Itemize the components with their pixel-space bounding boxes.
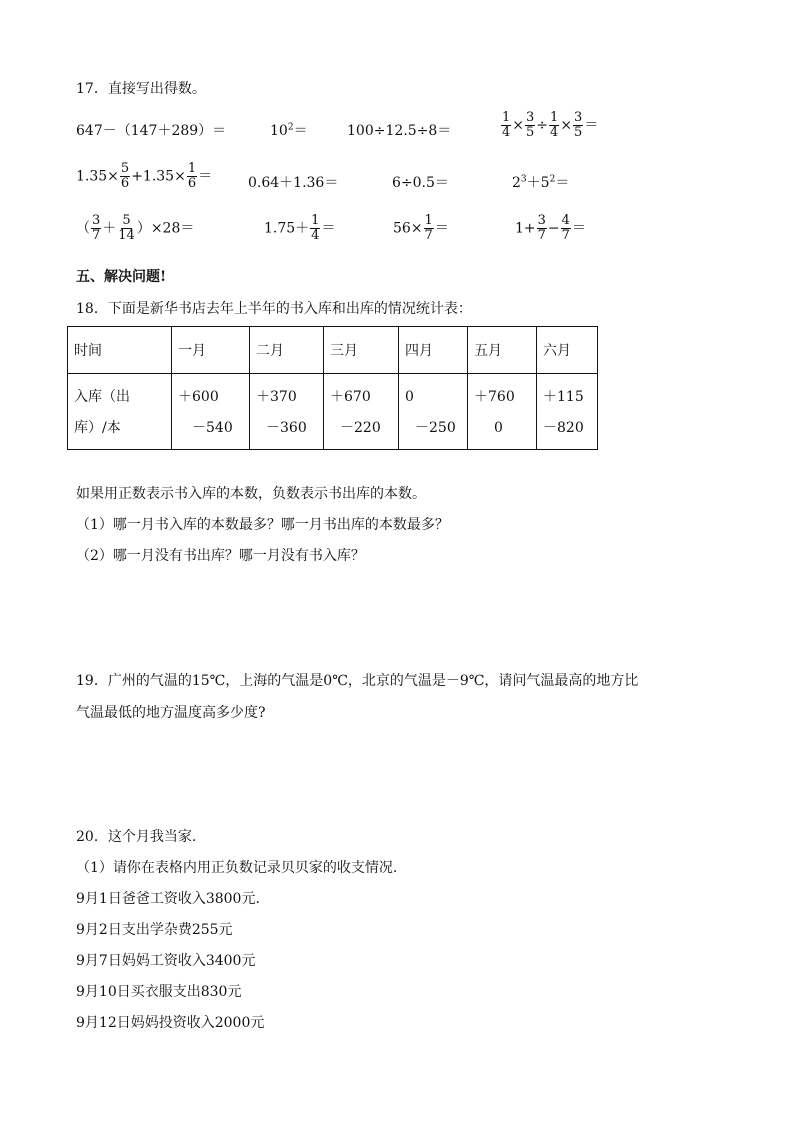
table-header-row	[68, 327, 598, 374]
q17-expr-2	[270, 120, 308, 140]
table-header-cell: 四月	[399, 327, 468, 374]
q20-title: 20．这个月我当家.	[76, 829, 197, 845]
paren: （	[76, 220, 90, 237]
section-heading: 五、解决问题!	[76, 269, 167, 285]
expr-text: +1.35×	[131, 168, 186, 185]
exponent: 3	[520, 174, 527, 185]
operator: ＋	[526, 175, 541, 191]
fraction: $\frac{5}{6}$	[120, 161, 130, 191]
fraction: $\frac{3}{7}$	[537, 213, 546, 243]
fraction: $\frac{1}{4}$	[550, 110, 559, 140]
table-header-cell: 三月	[324, 327, 399, 374]
q19-text-line-1: 19．广州的气温的15℃，上海的气温是0℃，北京的气温是－9℃，请问气温最高的地方比	[76, 673, 639, 689]
q18-sub-question-1: （1）哪一月书入库的本数最多？哪一月书出库的本数最多？	[76, 517, 449, 533]
expr-text: ）×28＝	[136, 220, 195, 237]
q20-item: 9月7日妈妈工资收入3400元	[76, 953, 256, 969]
q17-expr-1: 647－（147＋289）＝	[76, 123, 227, 139]
equals: ＝	[321, 220, 336, 237]
q17-expr-4	[500, 111, 598, 140]
operator: ×	[512, 117, 525, 134]
table-header-cell: 一月	[172, 327, 250, 374]
fraction: $\frac{3}{5}$	[526, 110, 535, 140]
table-cell: ＋600 －540	[172, 374, 250, 450]
expr-text: 1+	[515, 220, 536, 237]
q20-item: 9月1日爸爸工资收入3800元.	[76, 891, 260, 907]
table-header-cell: 时间	[68, 327, 172, 374]
fraction: $\frac{1}{7}$	[424, 213, 433, 243]
equals: ＝	[434, 220, 449, 237]
q17-expr-2-exponent: 2	[287, 122, 294, 133]
expr-text: 56×	[393, 220, 423, 237]
base: 5	[540, 175, 550, 191]
q17-expr-7: 6÷0.5＝	[392, 175, 449, 191]
exponent: 2	[549, 174, 556, 185]
q20-item: 9月10日买衣服支出830元	[76, 984, 242, 1000]
equals: ＝	[584, 117, 599, 134]
q18-sub-question-2: （2）哪一月没有书出库？哪一月没有书入库？	[76, 548, 365, 564]
q17-expr-9	[76, 214, 194, 243]
q17-expr-5	[76, 162, 212, 191]
q19-text-line-2: 气温最低的地方温度高多少度?	[76, 705, 266, 721]
q18-title: 18．下面是新华书店去年上半年的书入库和出库的情况统计表：	[76, 301, 472, 317]
operator: ＋	[102, 220, 117, 237]
base: 2	[512, 175, 521, 191]
table-cell: ＋670 －220	[324, 374, 399, 450]
equals: ＝	[571, 220, 586, 237]
equals: ＝	[555, 175, 570, 191]
q17-title: 17．直接写出得数。	[76, 81, 206, 97]
fraction: $\frac{1}{4}$	[502, 110, 511, 140]
q17-expr-2-base: 10	[270, 123, 288, 139]
q18-note: 如果用正数表示书入库的本数，负数表示书出库的本数。	[76, 486, 426, 502]
fraction: $\frac{1}{4}$	[311, 213, 320, 243]
equals: ＝	[198, 168, 213, 185]
fraction: $\frac{3}{5}$	[574, 110, 583, 140]
q17-expr-2-equals: ＝	[293, 123, 308, 139]
q17-expr-12	[515, 214, 586, 243]
q20-item: 9月12日妈妈投资收入2000元	[76, 1015, 265, 1031]
q20-item: 9月2日支出学杂费255元	[76, 922, 233, 938]
fraction: $\frac{4}{7}$	[561, 213, 570, 243]
q17-expr-8	[512, 172, 569, 192]
table-header-cell: 六月	[537, 327, 598, 374]
operator: −	[547, 220, 560, 237]
fraction: $\frac{3}{7}$	[92, 213, 101, 243]
expr-text: 1.75＋	[264, 220, 310, 237]
expr-text: 1.35×	[76, 168, 119, 185]
fraction: $\frac{5}{14}$	[118, 213, 135, 243]
operator: ×	[560, 117, 573, 134]
q17-expr-10	[264, 214, 335, 243]
fraction: $\frac{1}{6}$	[187, 161, 197, 191]
table-cell: 0 －250	[399, 374, 468, 450]
operator: ÷	[536, 117, 549, 134]
q17-expr-11	[393, 214, 449, 243]
table-cell: ＋115 －820	[537, 374, 598, 450]
q20-sub-question-1: （1）请你在表格内用正负数记录贝贝家的收支情况.	[76, 860, 398, 876]
q17-expr-3: 100÷12.5÷8＝	[347, 123, 452, 139]
table-row	[68, 374, 598, 450]
q17-expr-6: 0.64＋1.36＝	[248, 175, 339, 191]
table-row-label: 入库（出 库）/本	[68, 374, 172, 450]
table-header-cell: 二月	[250, 327, 324, 374]
inventory-table	[67, 326, 598, 450]
table-header-cell: 五月	[468, 327, 537, 374]
table-cell: ＋370 －360	[250, 374, 324, 450]
table-cell: ＋760 0	[468, 374, 537, 450]
